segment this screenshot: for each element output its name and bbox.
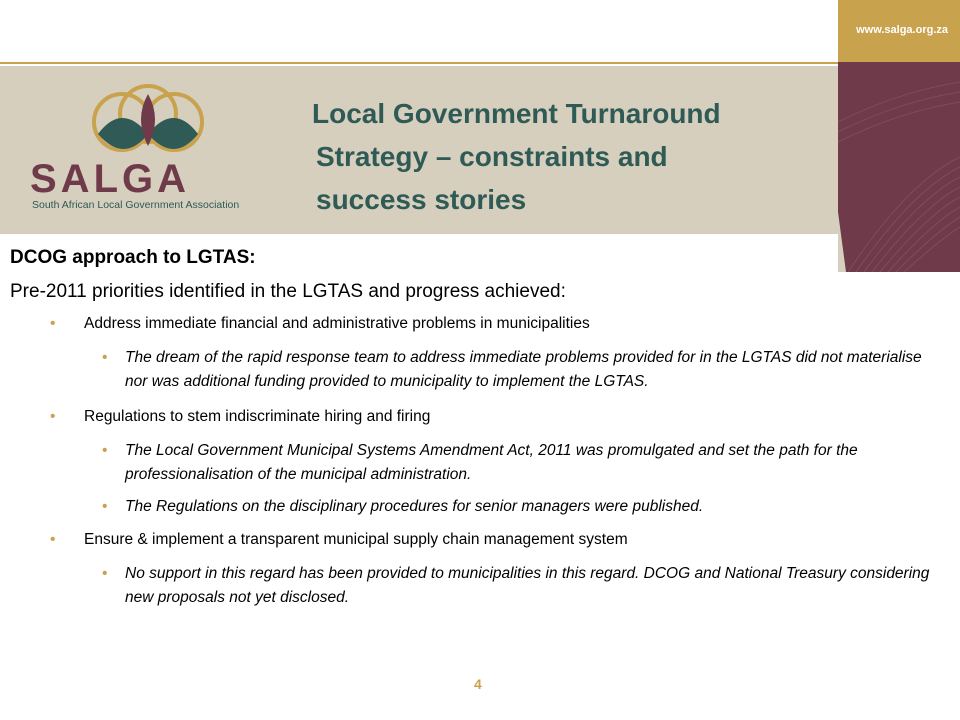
logo-wordmark: SALGA [30, 157, 190, 201]
banner-top-line [0, 62, 838, 64]
page-number: 4 [474, 676, 482, 692]
salga-logo [28, 84, 278, 214]
bullet-item: • Ensure & implement a transparent municipal supply chain management system [10, 529, 950, 550]
website-url: www.salga.org.za [856, 24, 948, 36]
sub-bullet-item: • The dream of the rapid response team to address immediate problems provided for in the LGTAS did not materialise nor was additional funding provided to municipality to implement the LGTAS. [10, 346, 950, 394]
sub-bullet-item: • No support in this regard has been provided to municipalities in this regard. DCOG and National Treasury considering new proposals not yet disclosed. [10, 562, 950, 610]
logo-subtitle: South African Local Government Association [32, 199, 240, 211]
bullet-item: • Address immediate financial and administrative problems in municipalities [10, 313, 950, 334]
content-intro: Pre-2011 priorities identified in the LGTAS and progress achieved: [10, 281, 566, 302]
bullet-item: • Regulations to stem indiscriminate hiring and firing [10, 406, 950, 427]
content-heading: DCOG approach to LGTAS: [10, 247, 256, 268]
title-line-2: Strategy – constraints and [316, 141, 668, 172]
slide-title [312, 92, 812, 221]
title-line-1: Local Government Turnaround [312, 98, 721, 129]
url-box [838, 0, 960, 62]
title-line-3: success stories [316, 184, 527, 215]
slide-content [10, 247, 950, 618]
sub-bullet-item: • The Regulations on the disciplinary procedures for senior managers were published. [10, 495, 950, 519]
sub-bullet-item: • The Local Government Municipal Systems Amendment Act, 2011 was promulgated and set the path for the professionalisation of the municipal administration. [10, 439, 950, 487]
maroon-corner-panel [838, 62, 960, 272]
